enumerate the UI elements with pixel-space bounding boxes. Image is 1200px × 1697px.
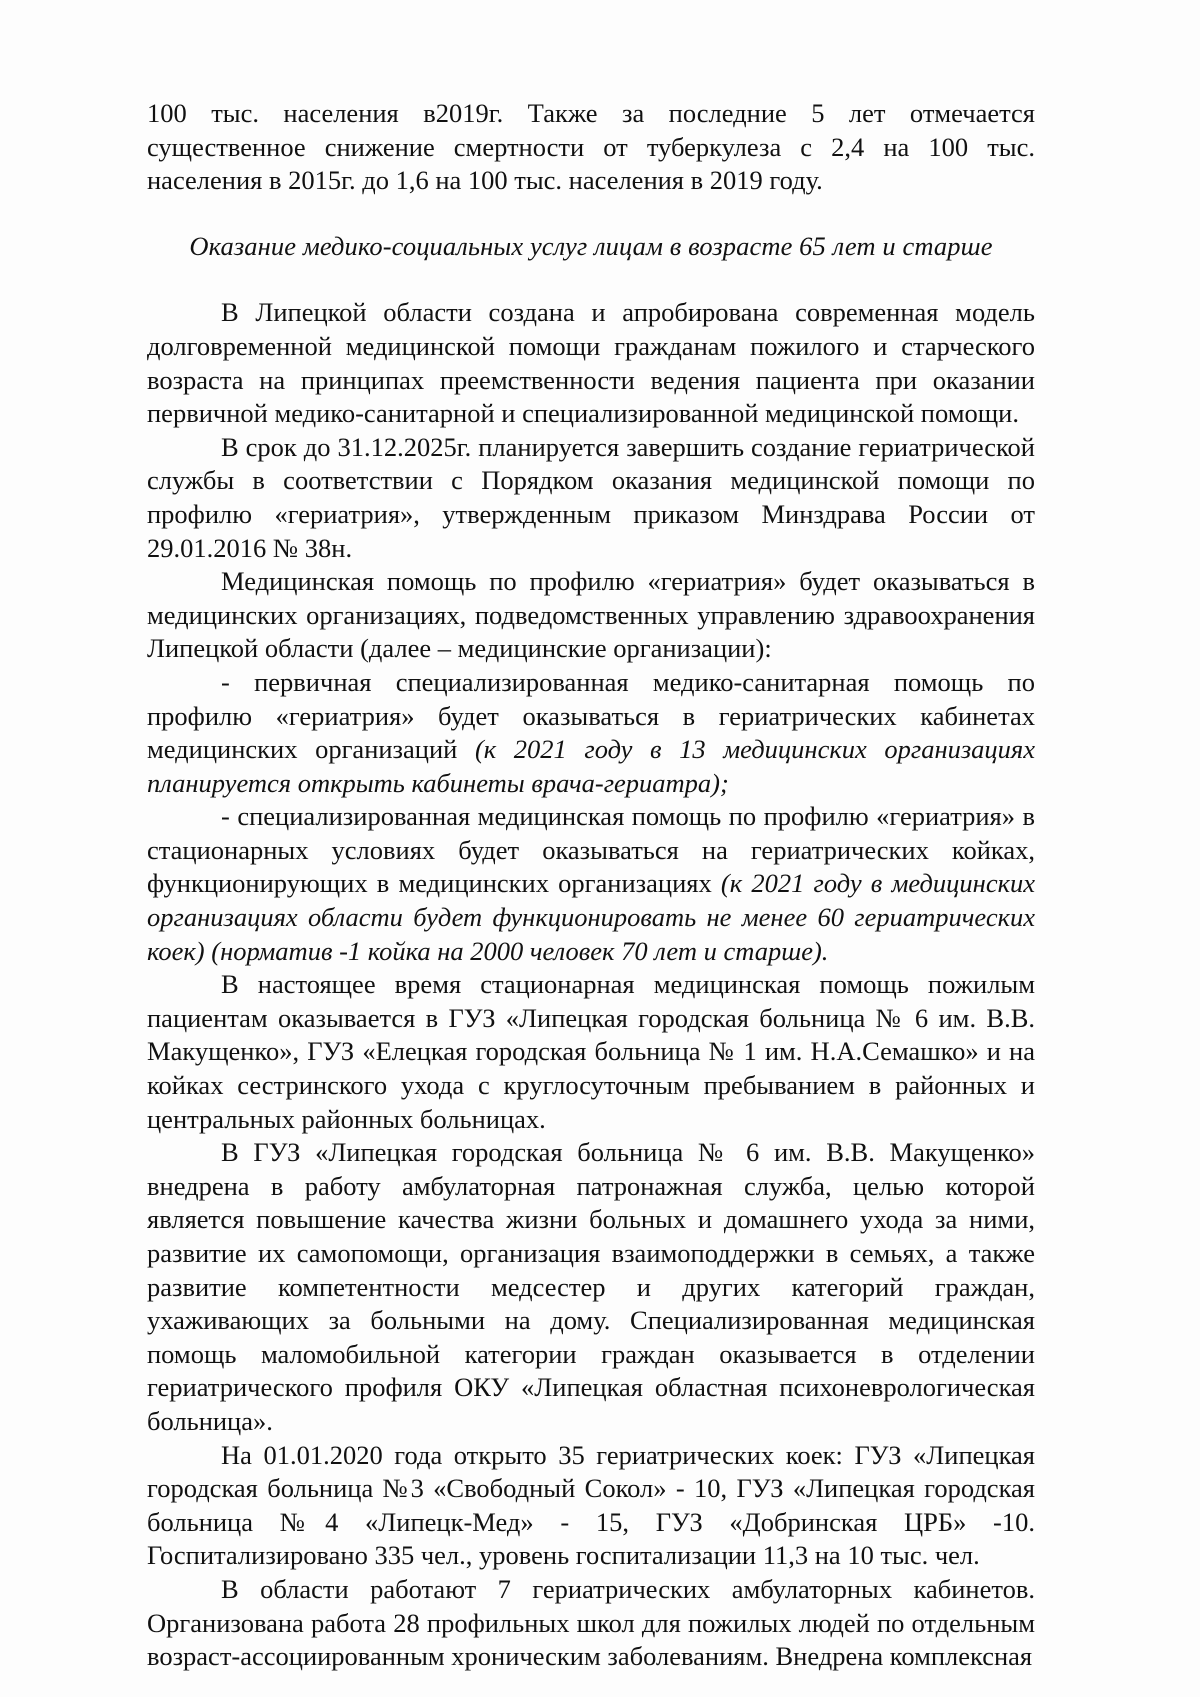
intro-paragraph: 100 тыс. населения в2019г. Также за последние 5 лет отмечается существенное снижение смертности от туберкулеза с 2,4 на 100 тыс. населения в 2015г. до 1,6 на 100 тыс. населения в 2019 году. bbox=[147, 98, 1035, 196]
paragraph-geriatric-care: Медицинская помощь по профилю «гериатрия» будет оказываться в медицинских организациях, подведомственных управлению здравоохранения Липецкой области (далее – медицинские организации): bbox=[147, 566, 1035, 664]
paragraph-cabinets: В области работают 7 гериатрических амбулаторных кабинетов. Организована работа 28 профильных школ для пожилых людей по отдельным возраст-ассоциированным хроническим заболеваниям. Внедрена комплексная bbox=[147, 1573, 1035, 1672]
bullet-primary-text: - первичная специализированная медико-санитарная помощь по профилю «гериатрия» будет оказываться в гериатрических кабинетах медицинских организаций bbox=[147, 666, 1035, 765]
bullet-primary-note: (к 2021 году в 13 медицинских организациях планируется открыть кабинеты врача-гериатра); bbox=[147, 734, 1036, 798]
paragraph-current-care: В настоящее время стационарная медицинская помощь пожилым пациентам оказывается в ГУЗ «Липецкая городская больница № 6 им. В.В. Макущенко», ГУЗ «Елецкая городская больница № 1 им. Н.А.Семашко» и на койках сестринского ухода с круглосуточным пребыванием в районных и центральных районных больницах. bbox=[147, 969, 1035, 1134]
bullet-primary-care bbox=[147, 666, 1035, 800]
paragraph-model: В Липецкой области создана и апробирована современная модель долговременной медицинской помощи гражданам пожилого и старческого возраста на принципах преемственности ведения пациента при оказании первичной медико-санитарной и специализированной медицинской помощи. bbox=[147, 297, 1035, 429]
document-body bbox=[147, 97, 1035, 1674]
section-heading: Оказание медико-социальных услуг лицам в возрасте 65 лет и старше bbox=[189, 230, 993, 261]
paragraph-deadline: В срок до 31.12.2025г. планируется завершить создание гериатрической службы в соответствии с Порядком оказания медицинской помощи по профилю «гериатрия», утвержденным приказом Минздрава России от 29.01.2016 № 38н. bbox=[147, 431, 1035, 563]
bullet-inpatient-text: - специализированная медицинская помощь по профилю «гериатрия» в стационарных условиях будет оказываться на гериатрических койках, функционирующих в медицинских организациях bbox=[147, 801, 1035, 899]
paragraph-patronage-service: В ГУЗ «Липецкая городская больница № 6 им. В.В. Макущенко» внедрена в работу амбулаторная патронажная служба, целью которой является повышение качества жизни больных и домашнего ухода за ними, развитие их самопомощи, организация взаимоподдержки в семьях, а также развитие компетентности медсестер и других категорий граждан, ухаживающих за больными на дому. Специализированная медицинская помощь маломобильной категории граждан оказывается в отделении гериатрического профиля ОКУ «Липецкая областная психоневрологическая больница». bbox=[147, 1137, 1035, 1436]
bullet-inpatient-care bbox=[147, 800, 1035, 968]
paragraph-beds: На 01.01.2020 года открыто 35 гериатрических коек: ГУЗ «Липецкая городская больница №3 «Свободный Сокол» - 10, ГУЗ «Липецкая городская больница №4 «Липецк-Мед» - 15, ГУЗ «Добринская ЦРБ» -10. Госпитализировано 335 чел., уровень госпитализации 11,3 на 10 тыс. чел. bbox=[147, 1439, 1035, 1571]
bullet-inpatient-note: (к 2021 году в медицинских организациях области будет функционировать не менее 60 гериатрических коек) (норматив -1 койка на 2000 человек 70 лет и старше). bbox=[147, 868, 1035, 966]
